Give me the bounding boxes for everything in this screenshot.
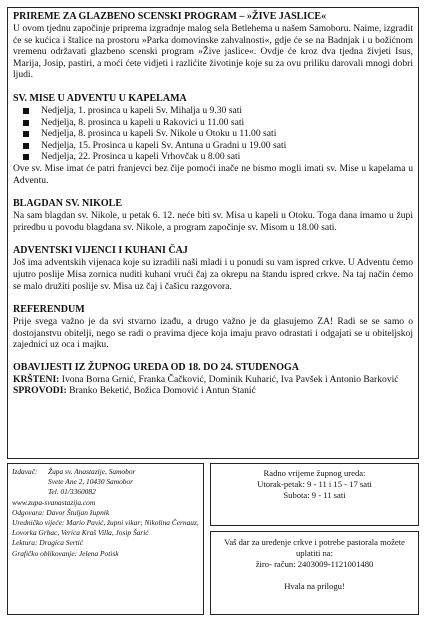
donation-thanks: Hvala na prilogu!: [284, 581, 345, 591]
list-item: Nedjelja, 22. Prosinca u kapeli Vrhovčak u 8.00 sati: [13, 151, 413, 163]
donation-box: [210, 531, 419, 615]
baptisms-line: [13, 374, 413, 386]
list-item: Nedjelja, 8. prosinca u kapeli Sv. Nikole u Otoku u 11.00 sati: [13, 128, 413, 140]
office-hours-weekday: Utorak-petak: 9 - 11 i 15 - 17 sati: [257, 479, 372, 489]
section-body-jaslice: U ovom tjednu započinje priprema izgradnje malog sela Betlehema u našem Samoboru. Naime, izgradit će se kućica i štalice na prostoru »Parka domovinske zahvalnosti«, gdje će se na Badnjak i u božićnom vremenu održavati glazbeno scenski program »Žive jaslice«. Ovdje će kroz dva tjedna živjeti Isus, Marija, Josip, pastiri, a moći ćete vidjeti i razlićite životinje koje su za ovu priliku darovali mnogi dobri ljudi.: [13, 23, 413, 81]
office-hours-box: [210, 463, 419, 526]
editorial-board: Uredničko vijeće: Mario Pavić, župni vikar; Nikolina Černauz, Lovorka Grbac, Verica Kraš Villa, Josip Šarić: [12, 518, 199, 538]
publisher-line-3: Tel. 01/3360082: [48, 487, 96, 497]
funerals-line: [13, 385, 413, 397]
publisher-label: Izdavač:: [12, 467, 38, 476]
list-item: Nedjelja, 15. Prosinca u kapeli Sv. Antuna u Gradni u 19.00 sati: [13, 140, 413, 152]
office-hours-title: Radno vrijeme župnog ureda:: [263, 468, 366, 478]
section-body-referendum: Prije svega važno je da svi stvarno izađu, a drugo važno je da glasujemo ZA! Radi se se samo o dostojanstvu obitelji, nego se radi o pravima djece koja imaju pravo odrastati i odgajati se u obiteljskoj zajednici uz oca i majku.: [13, 316, 413, 351]
funerals-label: SPROVODI:: [13, 385, 67, 397]
section-title-mise: SV. MISE U ADVENTU U KAPELAMA: [13, 92, 187, 104]
section-title-jaslice: PRIREME ZA GLAZBENO SCENSKI PROGRAM – »ŽIVE JASLICE«: [13, 11, 327, 22]
section-title-referendum: REFERENDUM: [13, 304, 85, 316]
proofreading: Lektura: Dragica Sertić: [12, 538, 84, 548]
section-note-mise: Ove sv. Mise imat će patri franjevci bez čije pomoći inače ne bismo mogli imati sv. Mise u kapelama u Adventu.: [13, 162, 413, 186]
baptisms-label: KRŠTENI:: [13, 373, 60, 385]
publisher-line-2: Svete Ane 2, 10430 Samobor: [48, 477, 134, 487]
funerals-names: Branko Beketić, Božica Domović i Antun Stanić: [69, 385, 256, 397]
responsible-editor: Odgovara: Davor Štuljan župnik: [12, 507, 110, 517]
publisher-info-box: [7, 463, 204, 615]
graphic-design: Grafičko oblikovanje: Jelena Potisk: [12, 548, 119, 558]
section-title-vijenci: ADVENTSKI VIJENCI I KUHANI ČAJ: [13, 245, 188, 257]
section-body-vijenci: Još ima adventskih vijenaca koje su izradili naši mladi i u ponudi su vam ispred crkve. U Adventu ćemo ujutro poslije Misa zornica nuditi kuhani vrući čaj za okrepu na štandu ispred crkve. Na taj način ćemo se malo družiti poslije sv. Misa uz čaj i čašicu razgovora.: [13, 257, 413, 292]
list-item: Nedjelja, 8. prosinca u kapeli u Rakovici u 11.00 sati: [13, 117, 413, 129]
donation-text: Vaš dar za uređenje crkve i potrebe pastorala možete uplatiti na:: [224, 537, 405, 558]
section-title-obavijesti: OBAVIJESTI IZ ŽUPNOG UREDA OD 18. DO 24. STUDENOGA: [13, 361, 299, 373]
office-hours-saturday: Subota: 9 - 11 sati: [283, 490, 346, 500]
publisher-line-1: Župa sv. Anastazije, Samobor: [48, 467, 136, 476]
donation-account: žiro- račun: 2403009-1121001480: [255, 559, 374, 569]
list-item: Nedjelja, 1. prosinca u kapeli Sv. Mihalja u 9.30 sati: [13, 105, 413, 117]
section-title-nikole: BLAGDAN SV. NIKOLE: [13, 198, 123, 210]
section-body-nikole: Na sam blagdan sv. Nikole, u petak 6. 12. neće biti sv. Misa u kapeli u Otoku. Toga dana imamo u župi priredbu u povodu blagdana sv. Nikole, a program započinje sv. Misom u 18.00 sati.: [13, 210, 413, 233]
mass-schedule-list: [13, 105, 413, 163]
baptisms-names: Ivona Borna Grnić, Franka Čačković, Dominik Kuharić, Iva Pavšek i Antonio Barković: [61, 373, 399, 385]
bulletin-main-content: [7, 7, 419, 459]
website-link[interactable]: www.zupa-svanastazija.com: [12, 497, 96, 507]
